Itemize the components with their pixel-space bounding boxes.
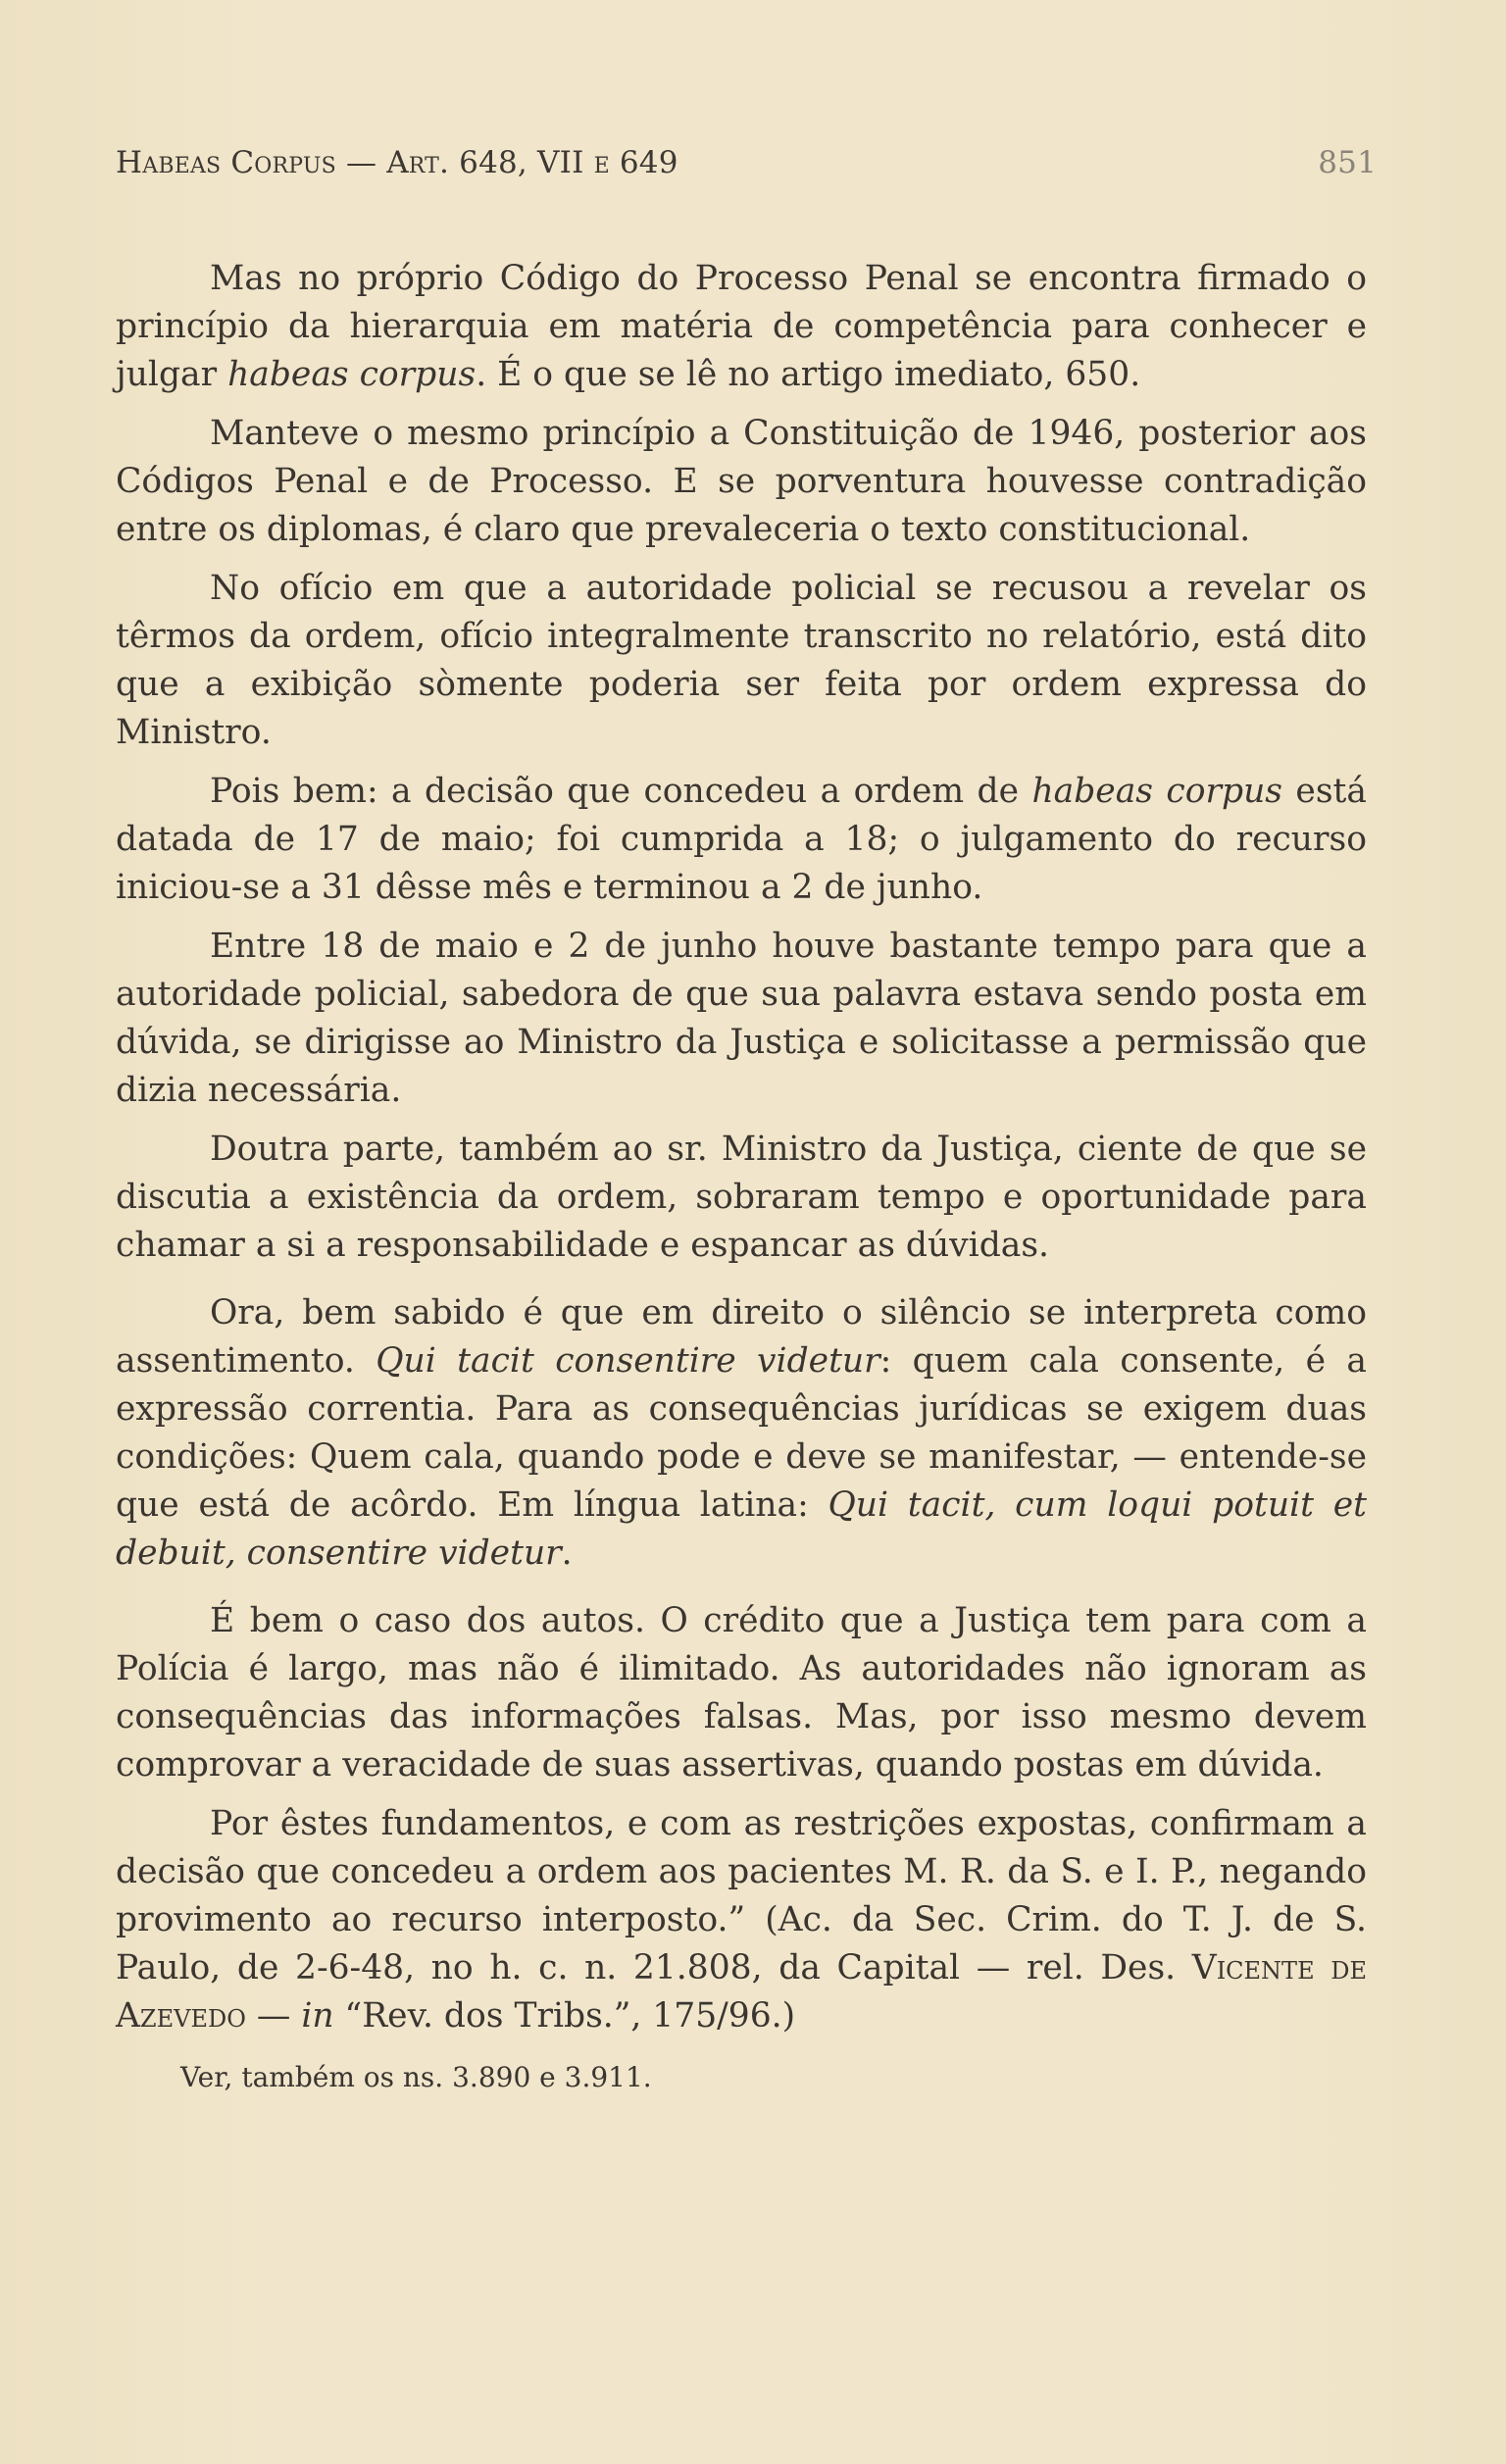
paragraph xyxy=(116,1289,1367,1578)
text-segment: Ora, bem sabido é que em direito o silêncio se interpreta como assentimento. xyxy=(116,1293,1367,1381)
body-text xyxy=(116,255,1367,2040)
text-segment: No ofício em que a autoridade policial se recusou a revelar os têrmos da ordem, ofício integralmente transcrito no relatório, está dito que a exibição sòmente poderia ser feita por ordem expressa do Ministro. xyxy=(116,569,1367,752)
paragraph xyxy=(116,1800,1367,2040)
author-name: Vicente de Azevedo xyxy=(116,1948,1367,2036)
paragraph xyxy=(116,768,1367,912)
text-segment: — xyxy=(245,1996,302,2036)
italic-phrase: Qui tacit consentire videtur xyxy=(376,1341,880,1381)
text-segment: . É o que se lê no artigo imediato, 650. xyxy=(476,355,1141,394)
text-segment: Mas no próprio Código do Processo Penal se encontra firmado o princípio da hierarquia em matéria de competência para conhecer e julgar xyxy=(116,259,1367,394)
paragraph xyxy=(116,410,1367,554)
text-segment: “Rev. dos Tribs.”, 175/96.) xyxy=(333,1996,796,2036)
page-number: 851 xyxy=(1318,145,1377,180)
text-segment: Doutra parte, também ao sr. Ministro da Justiça, ciente de que se discutia a existência da ordem, sobraram tempo e oportunidade para chamar a si a responsabilidade e espancar as dúvidas. xyxy=(116,1130,1367,1265)
italic-phrase: Qui tacit, cum loqui potuit et debuit, consentire videtur xyxy=(116,1485,1367,1573)
running-head-title: Habeas Corpus — Art. 648, VII e 649 xyxy=(116,145,678,180)
text-segment: Entre 18 de maio e 2 de junho houve bastante tempo para que a autoridade policial, sabedora de que sua palavra estava sendo posta em dúvida, se dirigisse ao Ministro da Justiça e solicitasse a permissão que dizia necessária. xyxy=(116,927,1367,1110)
cross-reference-note: Ver, também os ns. 3.890 e 3.911. xyxy=(180,2061,652,2093)
book-page xyxy=(116,137,1377,2097)
text-segment: Por êstes fundamentos, e com as restrições expostas, confirmam a decisão que concedeu a ordem aos pacientes M. R. da S. e I. P., negando provimento ao recurso interposto.” (Ac. da Sec. Crim. do T. J. de S. Paulo, de 2-6-48, no h. c. n. 21.808, da Capital — rel. Des. xyxy=(116,1804,1367,1987)
italic-phrase: habeas corpus xyxy=(1031,772,1283,811)
paragraph xyxy=(116,255,1367,399)
text-segment: Manteve o mesmo princípio a Constituição de 1946, posterior aos Códigos Penal e de Processo. E se porventura houvesse contradição entre os diplomas, é claro que prevaleceria o texto constitucional. xyxy=(116,414,1367,549)
paragraph xyxy=(116,1126,1367,1270)
paragraph xyxy=(116,923,1367,1115)
paragraph xyxy=(116,565,1367,757)
italic-phrase: in xyxy=(301,1996,334,2036)
paragraph xyxy=(116,1597,1367,1789)
text-segment: Pois bem: a decisão que concedeu a ordem de xyxy=(210,772,1032,811)
italic-phrase: habeas corpus xyxy=(227,355,477,394)
text-segment: : quem cala consente, é a expressão correntia. Para as consequências jurídicas se exigem duas condições: Quem cala, quando pode e deve se manifestar, — entende-se que está de acôrdo. Em língua latina: xyxy=(116,1341,1368,1525)
text-segment: É bem o caso dos autos. O crédito que a Justiça tem para com a Polícia é largo, mas não é ilimitado. As autoridades não ignoram as consequências das informações falsas. Mas, por isso mesmo devem comprovar a veracidade de suas assertivas, quando postas em dúvida. xyxy=(116,1601,1367,1785)
text-segment: . xyxy=(561,1534,573,1573)
running-head xyxy=(116,137,1377,196)
text-segment: está datada de 17 de maio; foi cumprida a 18; o julgamento do recurso iniciou-se a 31 dêsse mês e terminou a 2 de junho. xyxy=(116,772,1367,907)
